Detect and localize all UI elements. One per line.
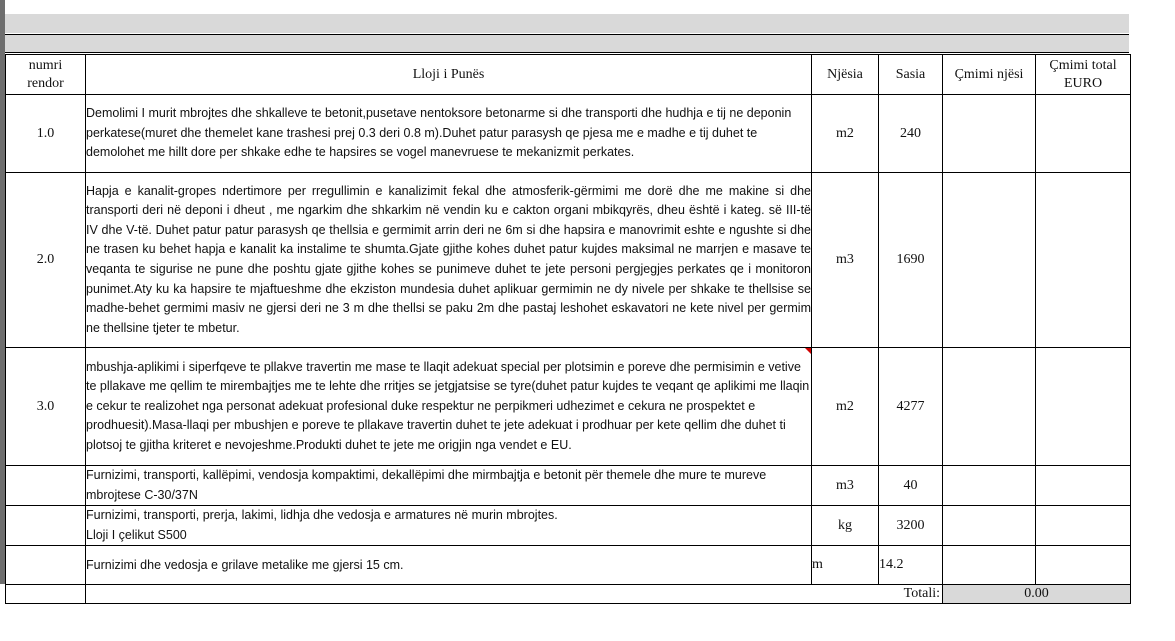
row-total[interactable] [1036, 173, 1131, 348]
header-number-line2: rendor [27, 75, 64, 91]
row-quantity[interactable]: 40 [879, 466, 943, 506]
row-unit-price[interactable] [943, 546, 1036, 585]
row-unit[interactable]: kg [812, 506, 879, 546]
header-band-second [5, 34, 1129, 53]
row-number[interactable]: 3.0 [6, 348, 86, 466]
total-row [6, 585, 1131, 604]
header-number-cell[interactable] [6, 55, 86, 95]
header-band-top [5, 14, 1129, 33]
row-quantity[interactable]: 4277 [879, 348, 943, 466]
row-quantity[interactable]: 14.2 [879, 546, 943, 585]
row-unit[interactable]: m2 [812, 348, 879, 466]
header-total-line2: EURO [1063, 75, 1103, 91]
row-description[interactable]: mbushja-aplikimi i siperfqeve te pllakve travertin me mase te llaqit adekuat special per plotsimin e poreve dhe permisimin e vetive te pllakave me qellim te mirembajtjes me te lehte dhe rritjes se jetgjatsise se tyre(duhet patur kujdes te veqant qe aplikimi me llaqin e cekur te realizohet nga personat adekuat profesional duke respektur ne perpikmeri udhezimet e cekura ne prospektet e prodhuesit).Masa-llaqi per mbushjen e poreve te pllakave travertin duhet te jete adekuat i prodhuar per kete qellim dhe duhet ti plotsoj te gjitha kriteret e nevojeshme.Produkti duhet te jete me origjin nga vendet e EU. [86, 348, 812, 466]
header-total-cell[interactable] [1036, 55, 1131, 95]
row-unit[interactable]: m3 [812, 173, 879, 348]
row-quantity[interactable]: 3200 [879, 506, 943, 546]
row-number[interactable] [6, 466, 86, 506]
row-number[interactable] [6, 546, 86, 585]
row-unit[interactable]: m3 [812, 466, 879, 506]
table-row [6, 348, 1131, 466]
row-description[interactable]: Furnizimi, transporti, kallëpimi, vendosja kompaktimi, dekallëpimi dhe mirmbajtja e betonit për themele dhe mure te mureve mbrojtese C-30/37N [86, 466, 812, 506]
row-quantity[interactable]: 240 [879, 95, 943, 173]
row-unit-price[interactable] [943, 173, 1036, 348]
header-unit[interactable]: Njësia [812, 55, 879, 95]
row-unit-price[interactable] [943, 506, 1036, 546]
table-row [6, 466, 1131, 506]
row-total[interactable] [1036, 546, 1131, 585]
table-row [6, 95, 1131, 173]
header-unit-price[interactable]: Çmimi njësi [943, 55, 1036, 95]
row-description[interactable]: Furnizimi dhe vedosja e grilave metalike me gjersi 15 cm. [86, 546, 812, 585]
header-quantity[interactable]: Sasia [879, 55, 943, 95]
row-total[interactable] [1036, 466, 1131, 506]
table-row [6, 173, 1131, 348]
row-quantity[interactable]: 1690 [879, 173, 943, 348]
row-description[interactable]: Demolimi I murit mbrojtes dhe shkalleve te betonit,pusetave nentoksore betonarme si dhe transporti dhe hudhja e tij ne deponin perkatese(muret dhe themelet kane trashesi prej 0.3 deri 0.8 m).Duhet patur parasysh qe pjesa me e madhe e tij duhet te demolohet me hillt dore per shkake edhe te hapsires se vogel manevruese te mekanizmit perkates. [86, 95, 812, 173]
table-row [6, 506, 1131, 546]
row-unit-price[interactable] [943, 466, 1036, 506]
row-number[interactable] [6, 506, 86, 546]
table-row [6, 546, 1131, 585]
bill-of-quantities-table [5, 54, 1131, 604]
header-number-line1: numri [28, 57, 63, 73]
row-total[interactable] [1036, 95, 1131, 173]
row-number[interactable]: 1.0 [6, 95, 86, 173]
table-header-row [6, 55, 1131, 95]
row-unit[interactable]: m2 [812, 95, 879, 173]
row-total[interactable] [1036, 506, 1131, 546]
total-value[interactable]: 0.00 [943, 585, 1131, 604]
row-unit-price[interactable] [943, 95, 1036, 173]
header-total-line1: Çmimi total [1049, 57, 1117, 73]
row-total[interactable] [1036, 348, 1131, 466]
header-work-type[interactable]: Lloji i Punës [86, 55, 812, 95]
row-unit[interactable]: m [812, 546, 879, 585]
total-empty-cell[interactable] [6, 585, 86, 604]
row-description-cell[interactable] [86, 506, 812, 546]
total-label[interactable]: Totali: [86, 585, 943, 604]
row-description[interactable]: Hapja e kanalit-gropes ndertimore per rregullimin e kanalizimit fekal dhe atmosferik-gërmimi me dorë dhe me makine si dhe transporti deri në deponi i dheut , me ngarkim dhe shkarkim në vendin ku e cakton organi mbikqyrës, dheu është i kateg. së III-të IV dhe V-të. Duhet patur patur parasysh qe thellsia e germimit arrin deri ne 6m si dhe hapsira e manovrimit eshte e ngushte si dhe ne trasen ku behet hapja e kanalit ka instalime te shumta.Gjate gjithe kohes duhet patur kujdes maksimal ne marrjen e masave te veqanta te sigurise ne pune dhe poshtu gjate gjithe kohes se punimeve duhet te jete personi pergjegjes perkates qe i monitoron punimet.Aty ku ka hapsire te mjaftueshme dhe ekziston mundesia duhet aplikuar germimin ne dy nivele per shkake te thellsise se madhe-behet germimi masiv ne gjersi deri ne 3 m dhe thellsi se paku 2m dhe pastaj leshohet eskavatori ne kete nivel per germim ne thellsine tjeter te mbetur. [86, 173, 812, 348]
row-unit-price[interactable] [943, 348, 1036, 466]
row-description-line1: Furnizimi, transporti, prerja, lakimi, lidhja dhe vedosja e armatures në murin mbrojtes. [86, 508, 558, 523]
row-description-line2: Lloji I çelikut S500 [86, 527, 187, 542]
row-number[interactable]: 2.0 [6, 173, 86, 348]
